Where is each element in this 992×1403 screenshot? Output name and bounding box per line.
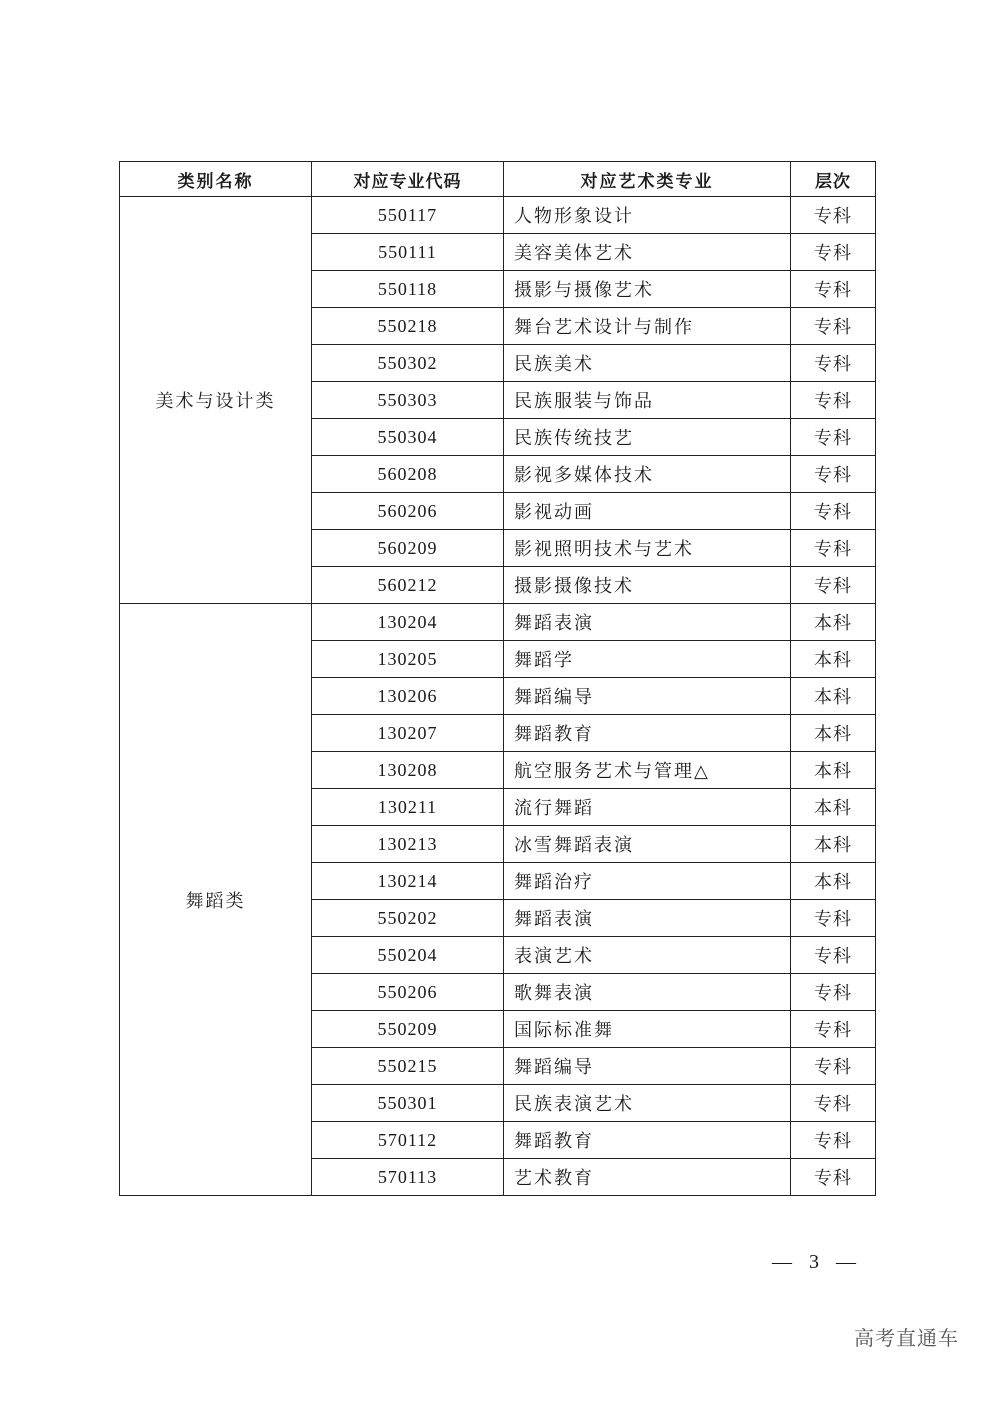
major-cell: 舞蹈表演	[504, 900, 791, 937]
level-cell: 专科	[791, 197, 876, 234]
level-cell: 专科	[791, 1048, 876, 1085]
major-cell: 舞蹈表演	[504, 604, 791, 641]
major-cell: 舞台艺术设计与制作	[504, 308, 791, 345]
major-cell: 民族服装与饰品	[504, 382, 791, 419]
major-cell: 舞蹈教育	[504, 1122, 791, 1159]
level-cell: 专科	[791, 1085, 876, 1122]
level-cell: 本科	[791, 789, 876, 826]
level-cell: 本科	[791, 863, 876, 900]
code-cell: 550117	[312, 197, 504, 234]
level-cell: 专科	[791, 567, 876, 604]
code-cell: 550111	[312, 234, 504, 271]
major-cell: 影视多媒体技术	[504, 456, 791, 493]
major-cell: 美容美体艺术	[504, 234, 791, 271]
code-cell: 560208	[312, 456, 504, 493]
level-cell: 专科	[791, 419, 876, 456]
major-cell: 表演艺术	[504, 937, 791, 974]
major-cell: 艺术教育	[504, 1159, 791, 1196]
major-cell: 影视照明技术与艺术	[504, 530, 791, 567]
major-cell: 舞蹈学	[504, 641, 791, 678]
table-row	[120, 197, 876, 234]
code-cell: 550215	[312, 1048, 504, 1085]
code-cell: 550206	[312, 974, 504, 1011]
major-cell: 民族表演艺术	[504, 1085, 791, 1122]
table-body	[120, 197, 876, 1196]
category-cell: 美术与设计类	[120, 197, 312, 604]
major-cell: 人物形象设计	[504, 197, 791, 234]
major-cell: 摄影摄像技术	[504, 567, 791, 604]
major-cell: 舞蹈编导	[504, 678, 791, 715]
level-cell: 专科	[791, 1011, 876, 1048]
code-cell: 550202	[312, 900, 504, 937]
major-cell: 冰雪舞蹈表演	[504, 826, 791, 863]
major-cell: 舞蹈治疗	[504, 863, 791, 900]
code-cell: 130213	[312, 826, 504, 863]
major-cell: 国际标准舞	[504, 1011, 791, 1048]
major-cell: 舞蹈教育	[504, 715, 791, 752]
code-cell: 550204	[312, 937, 504, 974]
major-cell: 民族传统技艺	[504, 419, 791, 456]
code-cell: 550118	[312, 271, 504, 308]
major-cell: 流行舞蹈	[504, 789, 791, 826]
code-cell: 130204	[312, 604, 504, 641]
level-cell: 专科	[791, 1122, 876, 1159]
table-row	[120, 604, 876, 641]
major-cell: 歌舞表演	[504, 974, 791, 1011]
code-cell: 550303	[312, 382, 504, 419]
code-cell: 550302	[312, 345, 504, 382]
code-cell: 130205	[312, 641, 504, 678]
header-major: 对应艺术类专业	[504, 162, 791, 197]
level-cell: 本科	[791, 604, 876, 641]
code-cell: 130207	[312, 715, 504, 752]
code-cell: 550304	[312, 419, 504, 456]
header-code: 对应专业代码	[312, 162, 504, 197]
code-cell: 570112	[312, 1122, 504, 1159]
code-cell: 130208	[312, 752, 504, 789]
code-cell: 560206	[312, 493, 504, 530]
level-cell: 专科	[791, 974, 876, 1011]
level-cell: 专科	[791, 234, 876, 271]
level-cell: 本科	[791, 715, 876, 752]
code-cell: 570113	[312, 1159, 504, 1196]
watermark: 高考直通车	[854, 1326, 959, 1350]
major-cell: 影视动画	[504, 493, 791, 530]
code-cell: 560209	[312, 530, 504, 567]
header-level: 层次	[791, 162, 876, 197]
code-cell: 130211	[312, 789, 504, 826]
code-cell: 130214	[312, 863, 504, 900]
level-cell: 专科	[791, 271, 876, 308]
page-number: — 3 —	[772, 1251, 862, 1273]
code-cell: 550209	[312, 1011, 504, 1048]
level-cell: 专科	[791, 456, 876, 493]
major-cell: 摄影与摄像艺术	[504, 271, 791, 308]
header-category: 类别名称	[120, 162, 312, 197]
level-cell: 本科	[791, 641, 876, 678]
level-cell: 专科	[791, 1159, 876, 1196]
level-cell: 本科	[791, 678, 876, 715]
level-cell: 本科	[791, 826, 876, 863]
level-cell: 专科	[791, 900, 876, 937]
table-header-row	[120, 162, 876, 197]
level-cell: 专科	[791, 308, 876, 345]
code-cell: 550301	[312, 1085, 504, 1122]
code-cell: 130206	[312, 678, 504, 715]
level-cell: 本科	[791, 752, 876, 789]
level-cell: 专科	[791, 345, 876, 382]
code-cell: 560212	[312, 567, 504, 604]
major-cell: 舞蹈编导	[504, 1048, 791, 1085]
code-cell: 550218	[312, 308, 504, 345]
level-cell: 专科	[791, 493, 876, 530]
major-cell: 民族美术	[504, 345, 791, 382]
level-cell: 专科	[791, 937, 876, 974]
major-cell: 航空服务艺术与管理△	[504, 752, 791, 789]
majors-table	[119, 161, 876, 1196]
level-cell: 专科	[791, 382, 876, 419]
category-cell: 舞蹈类	[120, 604, 312, 1196]
level-cell: 专科	[791, 530, 876, 567]
